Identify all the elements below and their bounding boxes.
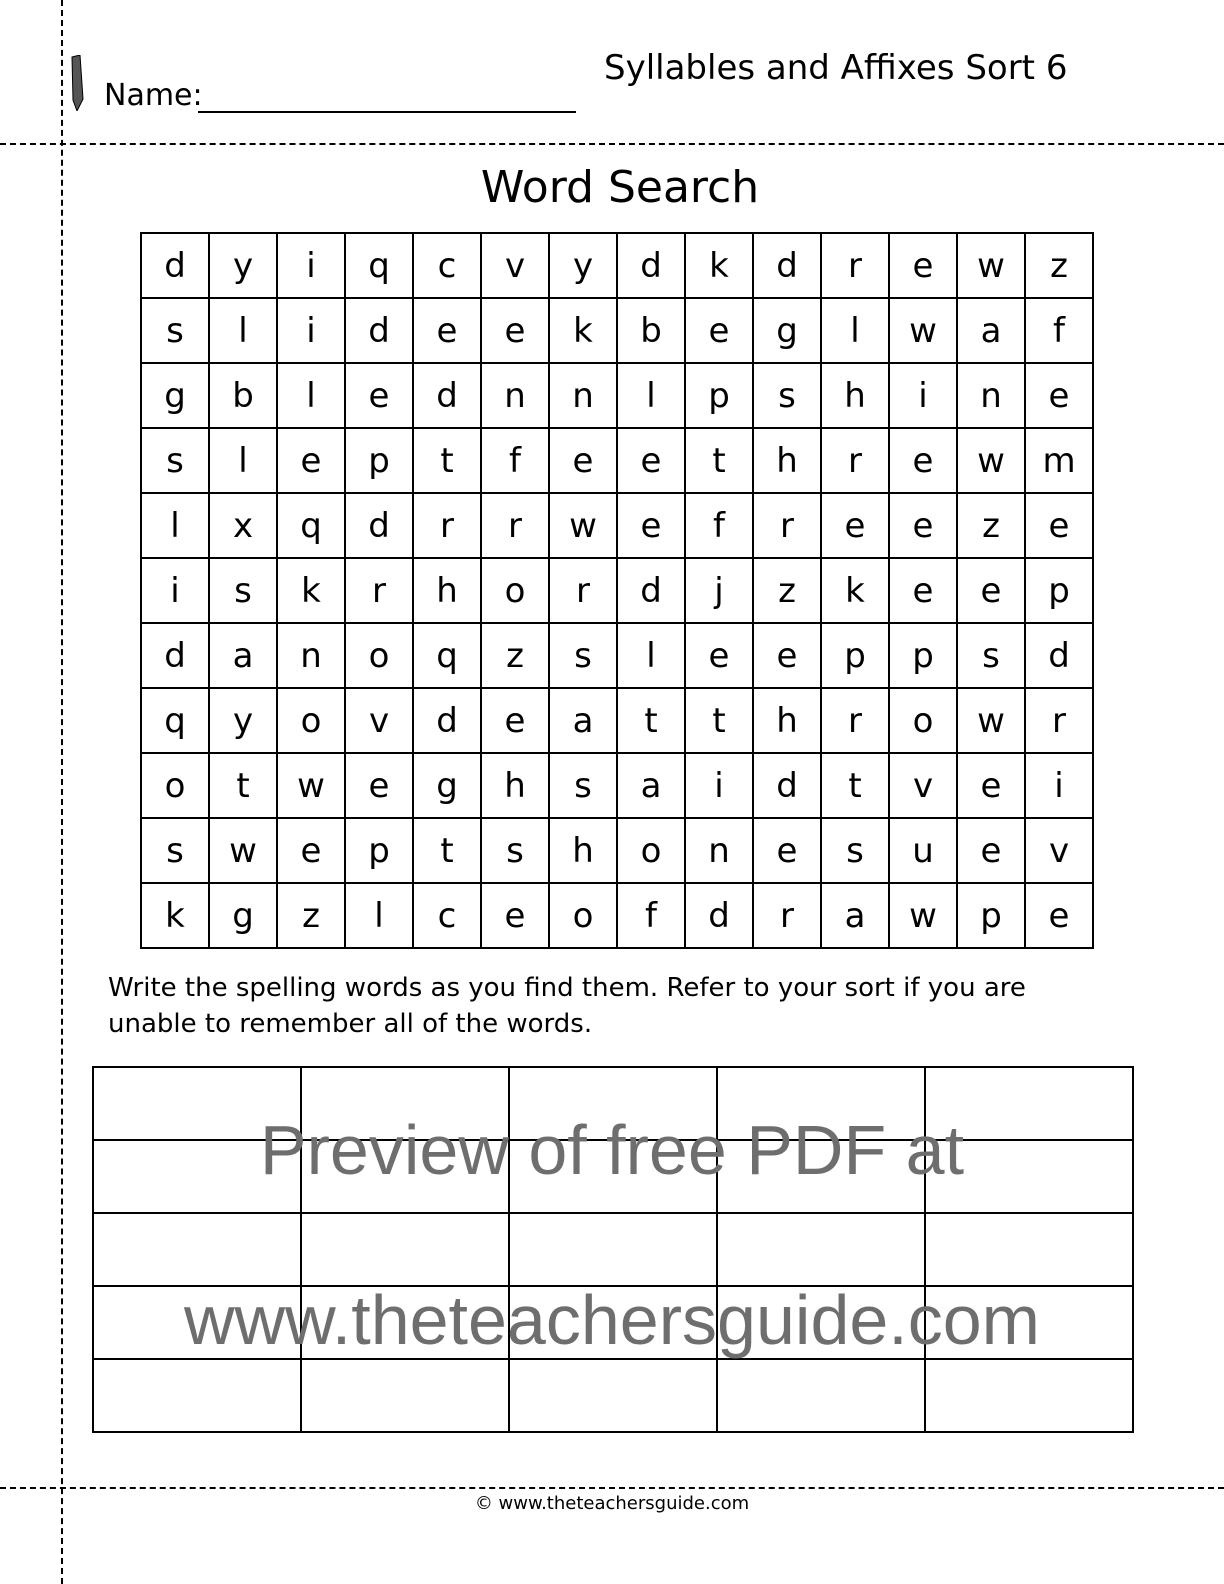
grid-cell[interactable]: e (617, 493, 685, 558)
top-cut-line (0, 143, 1224, 145)
grid-cell[interactable]: h (753, 428, 821, 493)
grid-cell[interactable]: o (277, 688, 345, 753)
grid-cell[interactable]: i (141, 558, 209, 623)
grid-cell[interactable]: w (957, 428, 1025, 493)
grid-cell[interactable]: e (481, 883, 549, 948)
grid-cell[interactable]: k (549, 298, 617, 363)
grid-cell[interactable]: l (209, 428, 277, 493)
grid-cell[interactable]: o (345, 623, 413, 688)
grid-cell[interactable]: l (209, 298, 277, 363)
grid-cell[interactable]: p (345, 818, 413, 883)
grid-cell[interactable]: l (617, 623, 685, 688)
grid-cell[interactable]: r (481, 493, 549, 558)
answer-cell[interactable] (925, 1067, 1133, 1140)
grid-cell[interactable]: w (957, 688, 1025, 753)
grid-cell[interactable]: g (141, 363, 209, 428)
grid-cell[interactable]: o (617, 818, 685, 883)
answer-cell[interactable] (93, 1067, 301, 1140)
grid-row (141, 363, 1093, 428)
answer-cell[interactable] (509, 1140, 717, 1213)
vertical-cut-line (61, 0, 63, 1584)
grid-cell[interactable]: r (753, 493, 821, 558)
grid-row (141, 233, 1093, 298)
grid-cell[interactable]: r (345, 558, 413, 623)
answer-cell[interactable] (509, 1286, 717, 1359)
answer-row (93, 1359, 1133, 1432)
answer-cell[interactable] (717, 1359, 925, 1432)
grid-cell[interactable]: e (617, 428, 685, 493)
name-label: Name: (104, 78, 203, 113)
grid-cell[interactable]: d (345, 298, 413, 363)
answer-cell[interactable] (717, 1067, 925, 1140)
answer-cell[interactable] (93, 1140, 301, 1213)
answer-cell[interactable] (301, 1359, 509, 1432)
grid-cell[interactable]: e (753, 623, 821, 688)
grid-cell[interactable]: d (413, 363, 481, 428)
grid-cell[interactable]: e (549, 428, 617, 493)
grid-cell[interactable]: d (1025, 623, 1093, 688)
grid-cell[interactable]: l (617, 363, 685, 428)
grid-cell[interactable]: k (277, 558, 345, 623)
grid-cell[interactable]: a (957, 298, 1025, 363)
answer-cell[interactable] (509, 1359, 717, 1432)
grid-cell[interactable]: n (277, 623, 345, 688)
grid-cell[interactable]: e (413, 298, 481, 363)
grid-cell[interactable]: z (957, 493, 1025, 558)
grid-cell[interactable]: d (345, 493, 413, 558)
grid-cell[interactable]: g (209, 883, 277, 948)
grid-row (141, 493, 1093, 558)
grid-cell[interactable]: h (413, 558, 481, 623)
grid-cell[interactable]: a (549, 688, 617, 753)
grid-cell[interactable]: y (209, 688, 277, 753)
grid-cell[interactable]: k (821, 558, 889, 623)
grid-cell[interactable]: h (753, 688, 821, 753)
grid-cell[interactable]: d (617, 233, 685, 298)
grid-cell[interactable]: f (1025, 298, 1093, 363)
grid-cell[interactable]: r (549, 558, 617, 623)
grid-cell[interactable]: n (957, 363, 1025, 428)
grid-cell[interactable]: i (1025, 753, 1093, 818)
answer-cell[interactable] (301, 1286, 509, 1359)
grid-cell[interactable]: n (549, 363, 617, 428)
grid-cell[interactable]: e (753, 818, 821, 883)
grid-cell[interactable]: o (141, 753, 209, 818)
grid-row (141, 883, 1093, 948)
answer-cell[interactable] (925, 1286, 1133, 1359)
grid-cell[interactable]: e (345, 753, 413, 818)
grid-cell[interactable]: o (549, 883, 617, 948)
answer-cell[interactable] (301, 1213, 509, 1286)
grid-cell[interactable]: n (685, 818, 753, 883)
answer-row (93, 1067, 1133, 1140)
grid-cell[interactable]: p (957, 883, 1025, 948)
answer-table (92, 1066, 1134, 1433)
grid-cell[interactable]: s (481, 818, 549, 883)
grid-cell[interactable]: u (889, 818, 957, 883)
answer-row (93, 1213, 1133, 1286)
grid-cell[interactable]: y (549, 233, 617, 298)
grid-cell[interactable]: f (685, 493, 753, 558)
grid-cell[interactable]: o (481, 558, 549, 623)
grid-cell[interactable]: k (685, 233, 753, 298)
grid-cell[interactable]: b (209, 363, 277, 428)
answer-cell[interactable] (925, 1359, 1133, 1432)
answer-row (93, 1140, 1133, 1213)
grid-cell[interactable]: h (481, 753, 549, 818)
grid-cell[interactable]: q (413, 623, 481, 688)
grid-cell[interactable]: e (277, 818, 345, 883)
grid-cell[interactable]: w (889, 298, 957, 363)
grid-cell[interactable]: w (209, 818, 277, 883)
grid-cell[interactable]: t (617, 688, 685, 753)
grid-cell[interactable]: j (685, 558, 753, 623)
grid-cell[interactable]: z (277, 883, 345, 948)
grid-cell[interactable]: v (481, 233, 549, 298)
grid-cell[interactable]: s (753, 363, 821, 428)
grid-cell[interactable]: s (549, 623, 617, 688)
grid-cell[interactable]: a (209, 623, 277, 688)
grid-cell[interactable]: r (821, 688, 889, 753)
grid-cell[interactable]: k (141, 883, 209, 948)
grid-cell[interactable]: e (685, 623, 753, 688)
grid-cell[interactable]: s (957, 623, 1025, 688)
grid-cell[interactable]: r (821, 428, 889, 493)
grid-cell[interactable]: d (141, 623, 209, 688)
grid-cell[interactable]: p (345, 428, 413, 493)
grid-cell[interactable]: q (277, 493, 345, 558)
grid-cell[interactable]: z (481, 623, 549, 688)
answer-cell[interactable] (717, 1286, 925, 1359)
grid-cell[interactable]: w (549, 493, 617, 558)
grid-cell[interactable]: h (821, 363, 889, 428)
grid-cell[interactable]: f (617, 883, 685, 948)
grid-cell[interactable]: r (753, 883, 821, 948)
grid-cell[interactable]: s (141, 818, 209, 883)
grid-row (141, 753, 1093, 818)
answer-cell[interactable] (93, 1213, 301, 1286)
grid-cell[interactable]: l (141, 493, 209, 558)
grid-cell[interactable]: d (753, 233, 821, 298)
grid-cell[interactable]: e (345, 363, 413, 428)
grid-cell[interactable]: s (141, 428, 209, 493)
answer-cell[interactable] (93, 1359, 301, 1432)
grid-cell[interactable]: p (821, 623, 889, 688)
grid-cell[interactable]: d (685, 883, 753, 948)
grid-cell[interactable]: r (413, 493, 481, 558)
answer-cell[interactable] (301, 1067, 509, 1140)
grid-row (141, 298, 1093, 363)
grid-cell[interactable]: e (889, 493, 957, 558)
grid-cell[interactable]: l (821, 298, 889, 363)
grid-cell[interactable]: e (481, 298, 549, 363)
grid-row (141, 623, 1093, 688)
grid-cell[interactable]: z (1025, 233, 1093, 298)
grid-cell[interactable]: o (889, 688, 957, 753)
footer-copyright: © www.theteachersguide.com (474, 1493, 750, 1514)
grid-cell[interactable]: e (685, 298, 753, 363)
grid-cell[interactable]: d (753, 753, 821, 818)
grid-cell[interactable]: d (141, 233, 209, 298)
grid-cell[interactable]: e (957, 753, 1025, 818)
answer-row (93, 1286, 1133, 1359)
answer-cell[interactable] (509, 1067, 717, 1140)
grid-cell[interactable]: g (753, 298, 821, 363)
answer-cell[interactable] (717, 1213, 925, 1286)
grid-cell[interactable]: q (141, 688, 209, 753)
grid-cell[interactable]: a (821, 883, 889, 948)
grid-cell[interactable]: d (413, 688, 481, 753)
name-field[interactable] (198, 111, 576, 113)
grid-cell[interactable]: s (141, 298, 209, 363)
grid-cell[interactable]: i (277, 233, 345, 298)
answer-cell[interactable] (925, 1140, 1133, 1213)
grid-cell[interactable]: p (1025, 558, 1093, 623)
answer-cell[interactable] (925, 1213, 1133, 1286)
grid-cell[interactable]: q (345, 233, 413, 298)
grid-cell[interactable]: t (821, 753, 889, 818)
grid-cell[interactable]: r (1025, 688, 1093, 753)
grid-cell[interactable]: t (413, 428, 481, 493)
grid-cell[interactable]: e (821, 493, 889, 558)
grid-cell[interactable]: n (481, 363, 549, 428)
grid-cell[interactable]: f (481, 428, 549, 493)
grid-cell[interactable]: e (1025, 883, 1093, 948)
grid-cell[interactable]: e (889, 558, 957, 623)
grid-cell[interactable]: i (889, 363, 957, 428)
grid-cell[interactable]: t (685, 428, 753, 493)
grid-cell[interactable]: w (957, 233, 1025, 298)
grid-cell[interactable]: s (821, 818, 889, 883)
grid-cell[interactable]: v (889, 753, 957, 818)
grid-cell[interactable]: t (209, 753, 277, 818)
grid-cell[interactable]: y (209, 233, 277, 298)
answer-cell[interactable] (301, 1140, 509, 1213)
grid-cell[interactable]: g (413, 753, 481, 818)
grid-cell[interactable]: d (617, 558, 685, 623)
grid-cell[interactable]: h (549, 818, 617, 883)
grid-cell[interactable]: a (617, 753, 685, 818)
grid-cell[interactable]: b (617, 298, 685, 363)
page-title: Word Search (480, 162, 760, 213)
grid-cell[interactable]: x (209, 493, 277, 558)
watermark-line-1: Preview of free PDF at (259, 1111, 965, 1189)
grid-cell[interactable]: s (549, 753, 617, 818)
grid-cell[interactable]: p (685, 363, 753, 428)
grid-row (141, 558, 1093, 623)
grid-cell[interactable]: i (277, 298, 345, 363)
grid-row (141, 428, 1093, 493)
grid-cell[interactable]: t (413, 818, 481, 883)
grid-cell[interactable]: e (889, 428, 957, 493)
grid-cell[interactable]: s (209, 558, 277, 623)
grid-cell[interactable]: e (957, 558, 1025, 623)
grid-cell[interactable]: p (889, 623, 957, 688)
watermark-line-2: www.theteachersguide.com (184, 1281, 1040, 1359)
grid-cell[interactable]: e (957, 818, 1025, 883)
grid-cell[interactable]: w (889, 883, 957, 948)
word-search-grid (140, 232, 1094, 949)
grid-cell[interactable]: c (413, 883, 481, 948)
grid-cell[interactable]: v (1025, 818, 1093, 883)
grid-cell[interactable]: z (753, 558, 821, 623)
grid-cell[interactable]: e (889, 233, 957, 298)
grid-cell[interactable]: e (1025, 493, 1093, 558)
grid-cell[interactable]: e (481, 688, 549, 753)
grid-cell[interactable]: c (413, 233, 481, 298)
grid-cell[interactable]: e (1025, 363, 1093, 428)
grid-cell[interactable]: i (685, 753, 753, 818)
grid-row (141, 818, 1093, 883)
grid-cell[interactable]: w (277, 753, 345, 818)
sort-title: Syllables and Affixes Sort 6 (604, 48, 1068, 88)
pencil-icon (70, 55, 84, 111)
bottom-cut-line (0, 1487, 1224, 1489)
grid-cell[interactable]: l (345, 883, 413, 948)
grid-cell[interactable]: l (277, 363, 345, 428)
grid-cell[interactable]: v (345, 688, 413, 753)
answer-cell[interactable] (93, 1286, 301, 1359)
answer-cell[interactable] (509, 1213, 717, 1286)
grid-cell[interactable]: e (277, 428, 345, 493)
grid-row (141, 688, 1093, 753)
grid-cell[interactable]: m (1025, 428, 1093, 493)
answer-cell[interactable] (717, 1140, 925, 1213)
grid-cell[interactable]: t (685, 688, 753, 753)
instructions: Write the spelling words as you find them. Refer to your sort if you are unable to remember all of the words. (108, 973, 1026, 1039)
grid-cell[interactable]: r (821, 233, 889, 298)
